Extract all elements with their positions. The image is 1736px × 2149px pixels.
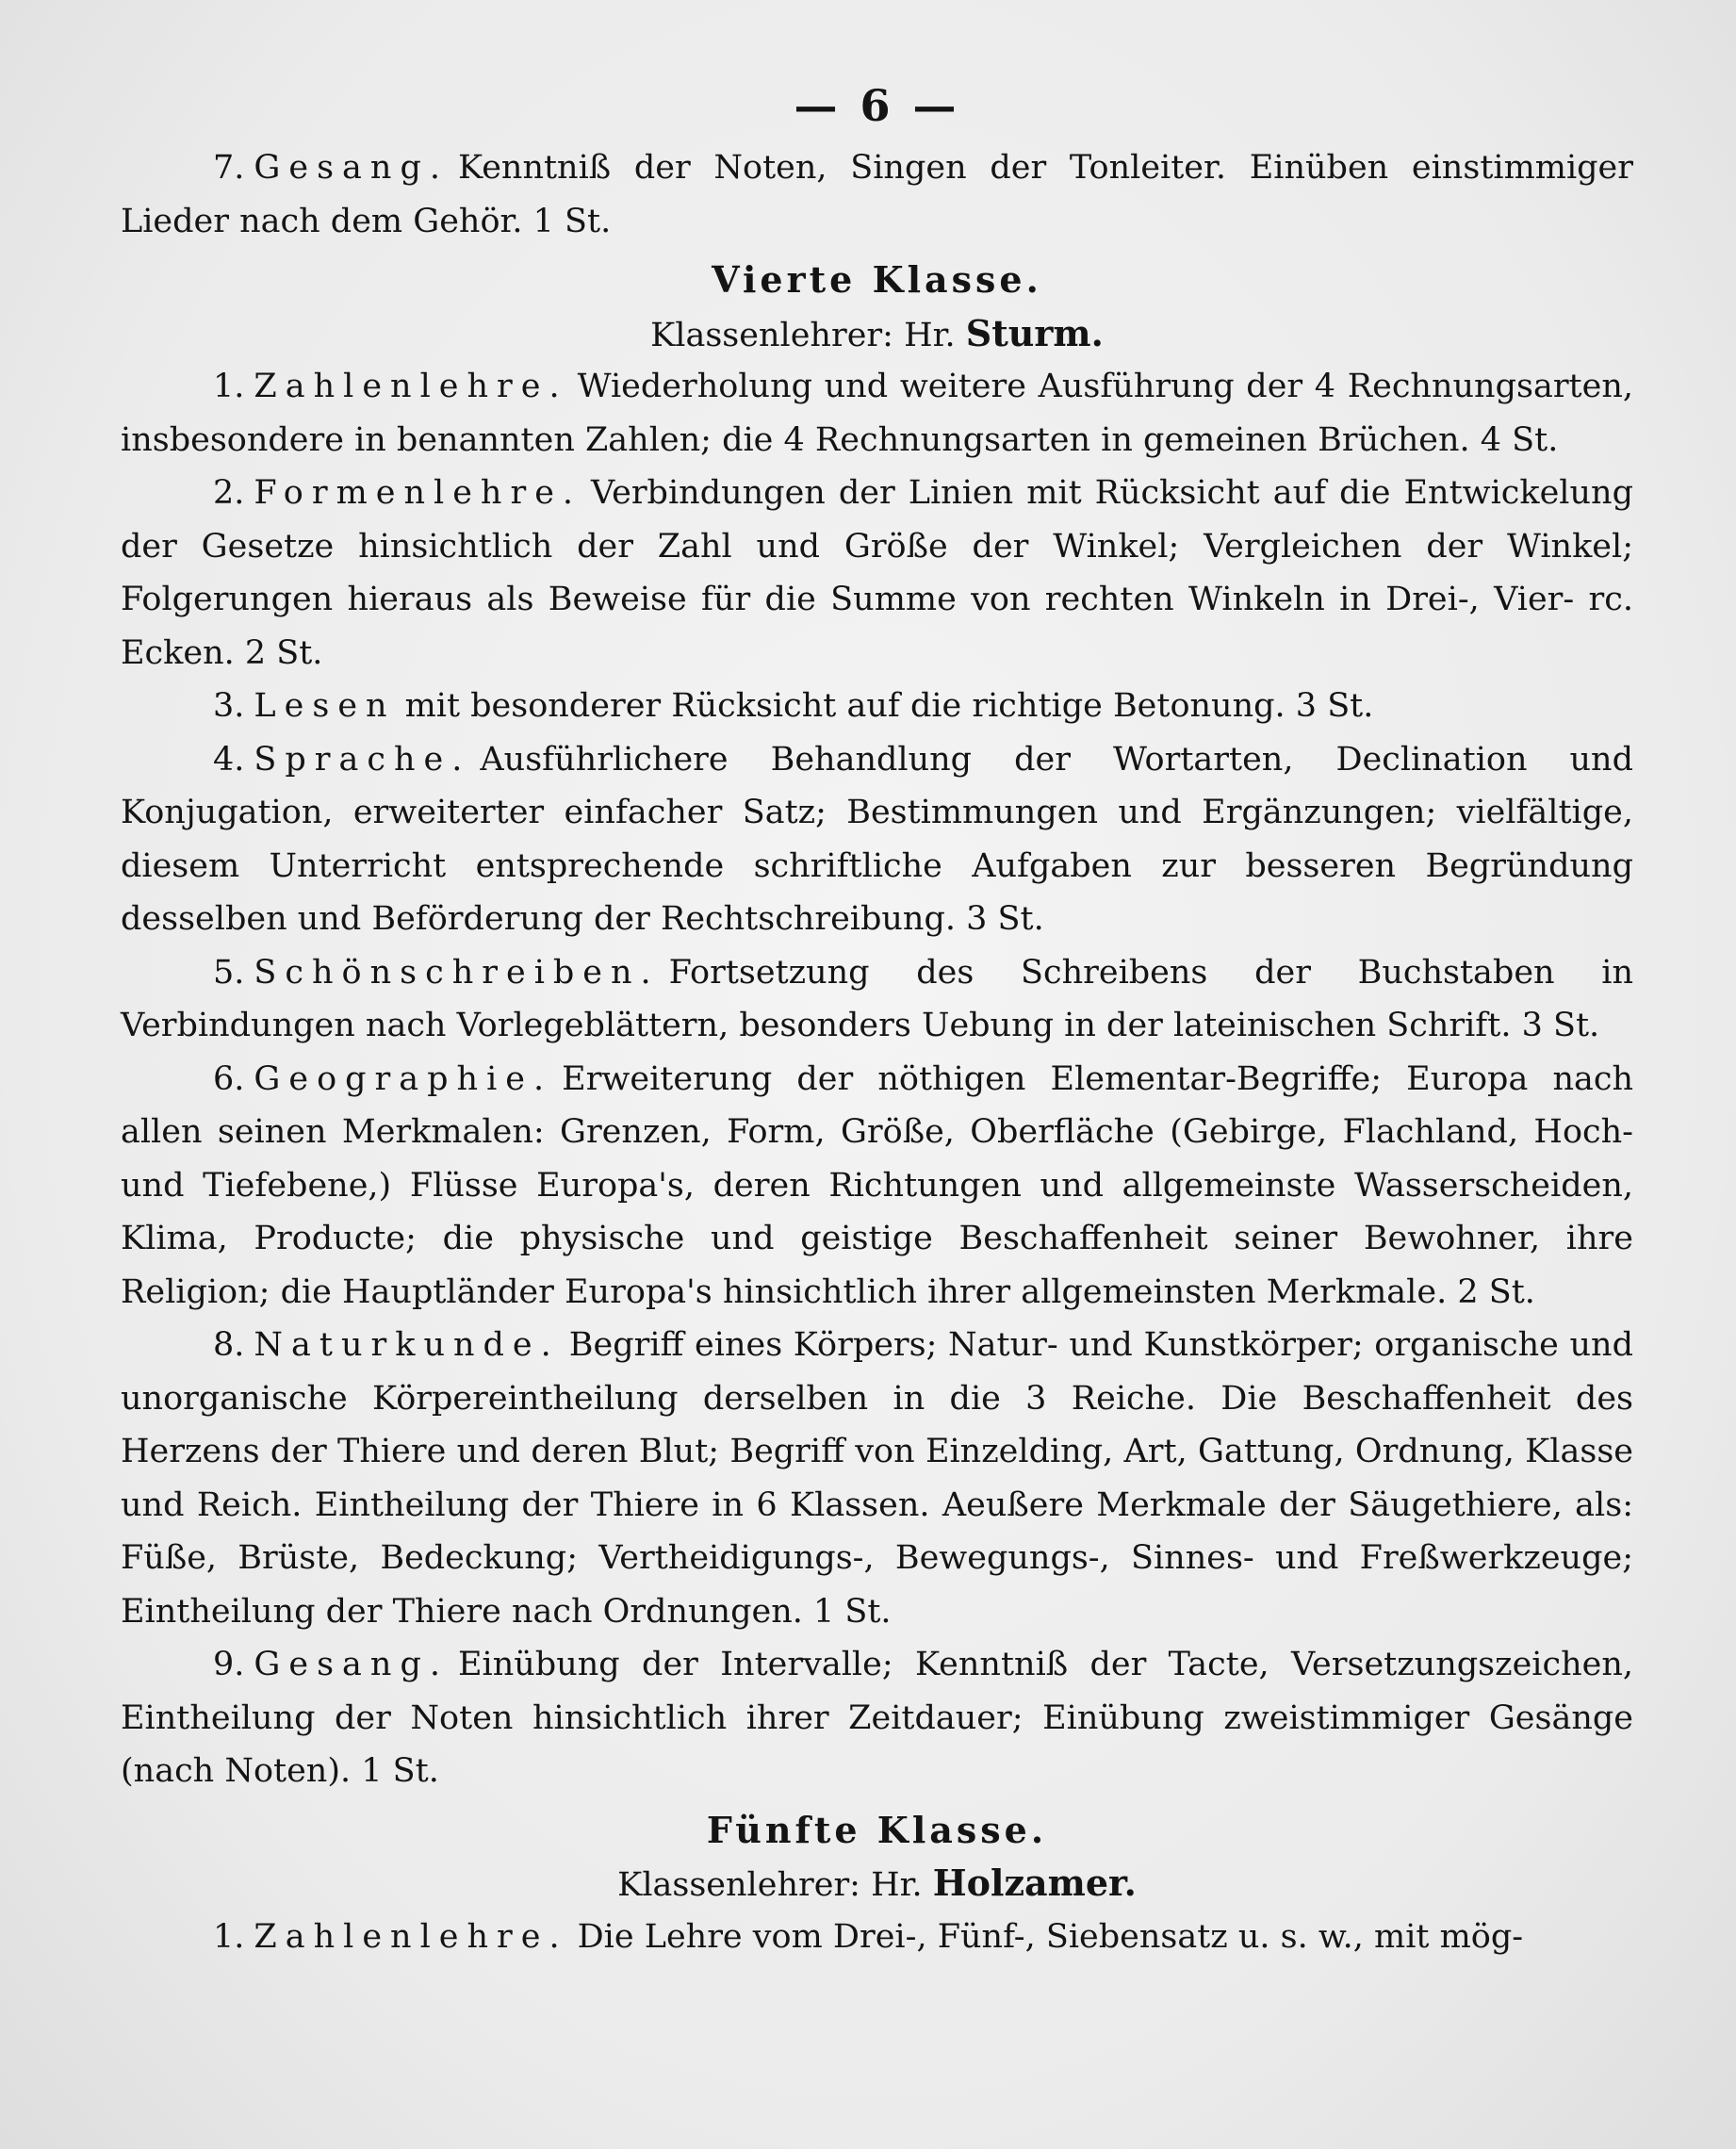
item-text: mit besonderer Rücksicht auf die richtige Betonung. 3 St.: [404, 687, 1374, 725]
item-subject: Gesang.: [254, 1646, 449, 1683]
item-schoenschreiben: [121, 946, 1633, 1053]
item-text: Ausführlichere Behandlung der Wortarten, Declination und Konjugation, erweiterter einfacher Satz; Bestimmungen und Ergänzungen; vielfältige, diesem Unterricht entsprechende schriftliche Aufgaben zur besseren Begründung desselben und Beförderung der Rechtschreibung. 3 St.: [121, 740, 1633, 938]
item-subject: Schönschreiben.: [254, 953, 660, 992]
item-text: Kenntniß der Noten, Singen der Tonleiter. Einüben einstimmiger Lieder nach dem Gehör. 1 St.: [121, 149, 1633, 240]
item-number: 6.: [213, 1059, 245, 1098]
page-number: — 6 —: [794, 80, 960, 131]
item-zahlenlehre: [121, 360, 1633, 467]
class-teacher-line: [121, 307, 1633, 361]
section-title-fuenfte-klasse: Fünfte Klasse.: [706, 1808, 1048, 1851]
item-number: 7.: [213, 149, 245, 187]
item-number: 2.: [213, 474, 245, 512]
item-number: 1.: [213, 1917, 245, 1956]
item-subject: Geographie.: [254, 1059, 553, 1098]
item-subject: Naturkunde.: [254, 1326, 560, 1364]
item-number: 8.: [213, 1326, 245, 1364]
item-text: Fortsetzung des Schreibens der Buchstaben in Verbindungen nach Vorlegeblättern, besonders Uebung in der lateinischen Schrift. 3 St.: [121, 953, 1633, 1044]
item-subject: Zahlenlehre.: [254, 1917, 568, 1956]
item-number: 4.: [213, 740, 245, 779]
item-number: 3.: [213, 687, 245, 725]
item-text: Begriff eines Körpers; Natur- und Kunstkörper; organische und unorganische Körpereintheilung derselben in die 3 Reiche. Die Beschaffenheit des Herzens der Thiere und deren Blut; Begriff von Einzelding, Art, Gattung, Ordnung, Klasse und Reich. Eintheilung der Thiere in 6 Klassen. Aeußere Merkmale der Säugethiere, als: Füße, Brüste, Bedeckung; Vertheidigungs-, Bewegungs-, Sinnes- und Freßwerkzeuge; Eintheilung der Thiere nach Ordnungen. 1 St.: [121, 1326, 1633, 1631]
class-teacher-name: Holzamer.: [932, 1862, 1137, 1904]
item-subject: Sprache.: [254, 740, 471, 779]
class-teacher-label: Klassenlehrer: Hr.: [650, 316, 956, 354]
item-subject: Gesang.: [254, 149, 449, 187]
item-subject: Lesen: [254, 687, 396, 725]
class-teacher-name: Sturm.: [965, 311, 1104, 354]
item-lesen: [121, 680, 1633, 733]
item-zahlenlehre-fuenfte: [121, 1911, 1633, 1964]
item-gesang-9: [121, 1638, 1633, 1798]
item-number: 9.: [213, 1646, 245, 1683]
item-text: Wiederholung und weitere Ausführung der 4 Rechnungsarten, insbesondere in benannten Zahlen; die 4 Rechnungsarten in gemeinen Brüchen. 4 St.: [121, 368, 1633, 459]
item-text: Verbindungen der Linien mit Rücksicht auf die Entwickelung der Gesetze hinsichtlich der Zahl und Größe der Winkel; Vergleichen der Winkel; Folgerungen hieraus als Beweise für die Summe von rechten Winkeln in Drei-, Vier- rc. Ecken. 2 St.: [121, 474, 1633, 672]
item-number: 1.: [213, 368, 245, 405]
item-text: Einübung der Intervalle; Kenntniß der Tacte, Versetzungszeichen, Eintheilung der Noten hinsichtlich ihrer Zeitdauer; Einübung zweistimmiger Gesänge (nach Noten). 1 St.: [121, 1646, 1633, 1790]
item-naturkunde: [121, 1319, 1633, 1638]
page-content: [121, 75, 1633, 1963]
item-sprache: [121, 733, 1633, 946]
item-text: Die Lehre vom Drei-, Fünf-, Siebensatz u. s. w., mit mög-: [577, 1917, 1524, 1956]
item-text: Erweiterung der nöthigen Elementar-Begriffe; Europa nach allen seinen Merkmalen: Grenzen, Form, Größe, Oberfläche (Gebirge, Flachland, Hoch- und Tiefebene,) Flüsse Europa's, deren Richtungen und allgemeinste Wasserscheiden, Klima, Producte; die physische und geistige Beschaffenheit seiner Bewohner, ihre Religion; die Hauptländer Europa's hinsichtlich ihrer allgemeinsten Merkmale. 2 St.: [121, 1059, 1633, 1311]
item-subject: Formenlehre.: [254, 474, 582, 512]
section-title-vierte-klasse: Vierte Klasse.: [712, 258, 1042, 301]
item-subject: Zahlenlehre.: [254, 368, 568, 405]
item-gesang-7: [121, 141, 1633, 248]
class-teacher-line: [121, 1857, 1633, 1911]
item-formenlehre: [121, 467, 1633, 680]
item-number: 5.: [213, 953, 245, 992]
item-geographie: [121, 1053, 1633, 1320]
class-teacher-label: Klassenlehrer: Hr.: [617, 1866, 923, 1904]
